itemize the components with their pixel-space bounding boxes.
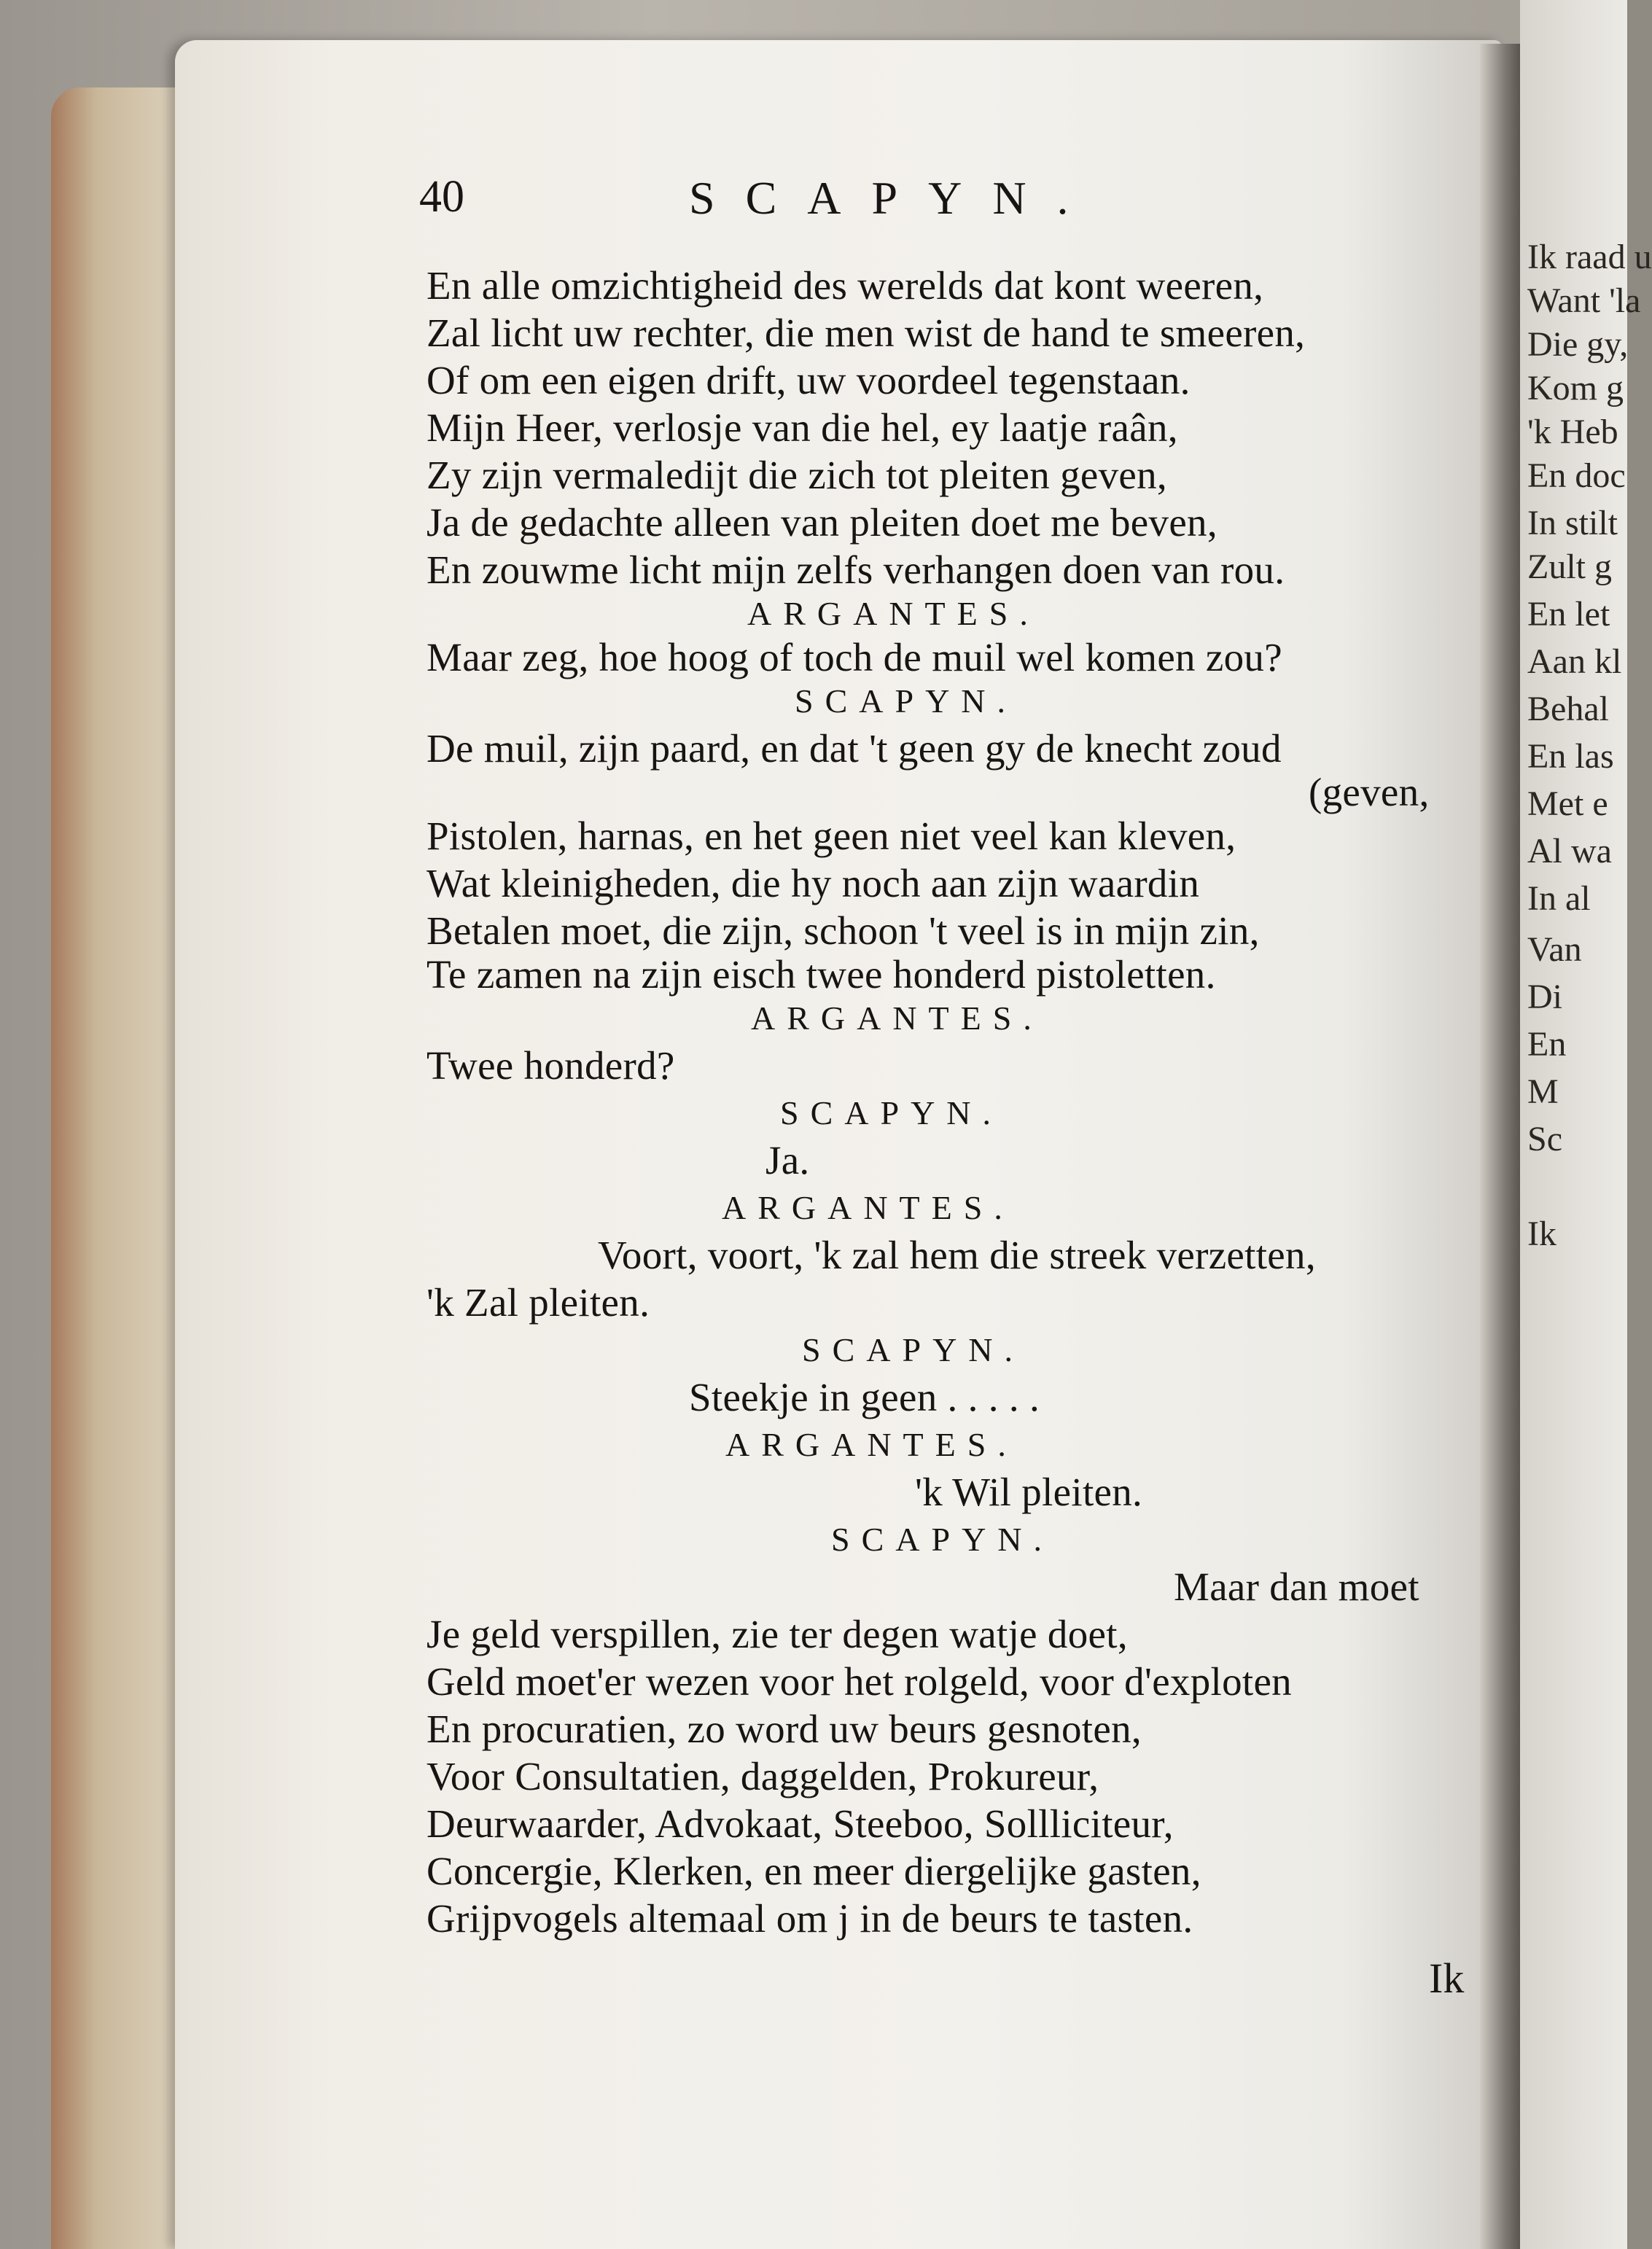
facing-line: Die gy, [1527, 325, 1629, 364]
speaker-heading: SCAPYN. [831, 1521, 1054, 1558]
verse-line: Voort, voort, 'k zal hem die streek verzetten, [598, 1233, 1316, 1277]
facing-line: Sc [1527, 1120, 1562, 1158]
verse-line: Steekje in geen . . . . . [689, 1375, 1040, 1419]
verse-line: Wat kleinigheden, die hy noch aan zijn waardin [426, 861, 1200, 905]
facing-line: Aan kl [1527, 642, 1622, 681]
facing-line: In al [1527, 879, 1591, 918]
speaker-heading: ARGANTES. [747, 595, 1040, 632]
facing-line: Di [1527, 978, 1562, 1016]
facing-page [1520, 0, 1652, 2249]
verse-line-turnover: (geven, [1309, 770, 1430, 814]
facing-line: En [1527, 1025, 1567, 1064]
catchword: Ik [1429, 1954, 1465, 2002]
verse-line: 'k Wil pleiten. [915, 1470, 1143, 1514]
verse-line: Je geld verspillen, zie ter degen watje doet, [426, 1612, 1128, 1656]
facing-line: Ik raad u [1527, 238, 1652, 276]
facing-line: Want 'la [1527, 281, 1641, 320]
verse-line: Mijn Heer, verlosje van die hel, ey laatje raân, [426, 405, 1178, 450]
verse-line: En zouwme licht mijn zelfs verhangen doen van rou. [426, 547, 1285, 592]
facing-line: Ik [1527, 1215, 1556, 1253]
speaker-heading: ARGANTES. [751, 999, 1043, 1037]
verse-line: Maar zeg, hoe hoog of toch de muil wel komen zou? [426, 635, 1282, 679]
facing-line: Van [1527, 930, 1582, 969]
facing-line: M [1527, 1072, 1559, 1111]
verse-line: Geld moet'er wezen voor het rolgeld, voor d'exploten [426, 1659, 1292, 1704]
verse-line: De muil, zijn paard, en dat 't geen gy de knecht zoud [426, 726, 1282, 771]
facing-line: Behal [1527, 690, 1609, 728]
verse-line: Grijpvogels altemaal om j in de beurs te tasten. [426, 1896, 1193, 1941]
speaker-heading: SCAPYN. [780, 1094, 1003, 1131]
verse-line: Te zamen na zijn eisch twee honderd pistoletten. [426, 952, 1216, 997]
facing-line: En let [1527, 595, 1610, 634]
verse-line: En procuratien, zo word uw beurs gesnoten, [426, 1707, 1142, 1751]
verse-line: Of om een eigen drift, uw voordeel tegenstaan. [426, 358, 1191, 402]
facing-line: Kom g [1527, 369, 1624, 408]
verse-line: Maar dan moet [1174, 1564, 1419, 1609]
facing-line: Zult g [1527, 547, 1612, 586]
verse-line: Zy zijn vermaledijt die zich tot pleiten geven, [426, 453, 1167, 497]
verse-line: Zal licht uw rechter, die men wist de hand te smeeren, [426, 311, 1306, 355]
verse-line: En alle omzichtigheid des werelds dat kont weeren, [426, 263, 1264, 308]
verse-line: 'k Zal pleiten. [426, 1280, 650, 1325]
facing-line: Al wa [1527, 832, 1612, 870]
verse-line: Twee honderd? [426, 1043, 675, 1088]
verse-line: Ja. [765, 1138, 810, 1182]
verse-line: Concergie, Klerken, en meer diergelijke gasten, [426, 1849, 1201, 1893]
speaker-heading: SCAPYN. [795, 682, 1018, 720]
facing-line: In stilt [1527, 504, 1618, 542]
running-head: SCAPYN. [689, 172, 1099, 224]
verse-line: Ja de gedachte alleen van pleiten doet me beven, [426, 500, 1217, 545]
facing-line: 'k Heb [1527, 413, 1618, 451]
facing-line: En las [1527, 737, 1614, 776]
verse-line: Deurwaarder, Advokaat, Steeboo, Sollliciteur, [426, 1801, 1174, 1846]
page-number: 40 [419, 172, 464, 222]
facing-line: En doc [1527, 456, 1626, 495]
facing-line: Met e [1527, 784, 1608, 823]
speaker-heading: ARGANTES. [725, 1426, 1018, 1463]
speaker-heading: ARGANTES. [722, 1189, 1014, 1226]
speaker-heading: SCAPYN. [802, 1331, 1025, 1368]
verse-line: Pistolen, harnas, en het geen niet veel kan kleven, [426, 814, 1236, 858]
book-page-edges [51, 87, 182, 2249]
verse-line: Betalen moet, die zijn, schoon 't veel is in mijn zin, [426, 908, 1260, 953]
verse-line: Voor Consultatien, daggelden, Prokureur, [426, 1754, 1099, 1798]
